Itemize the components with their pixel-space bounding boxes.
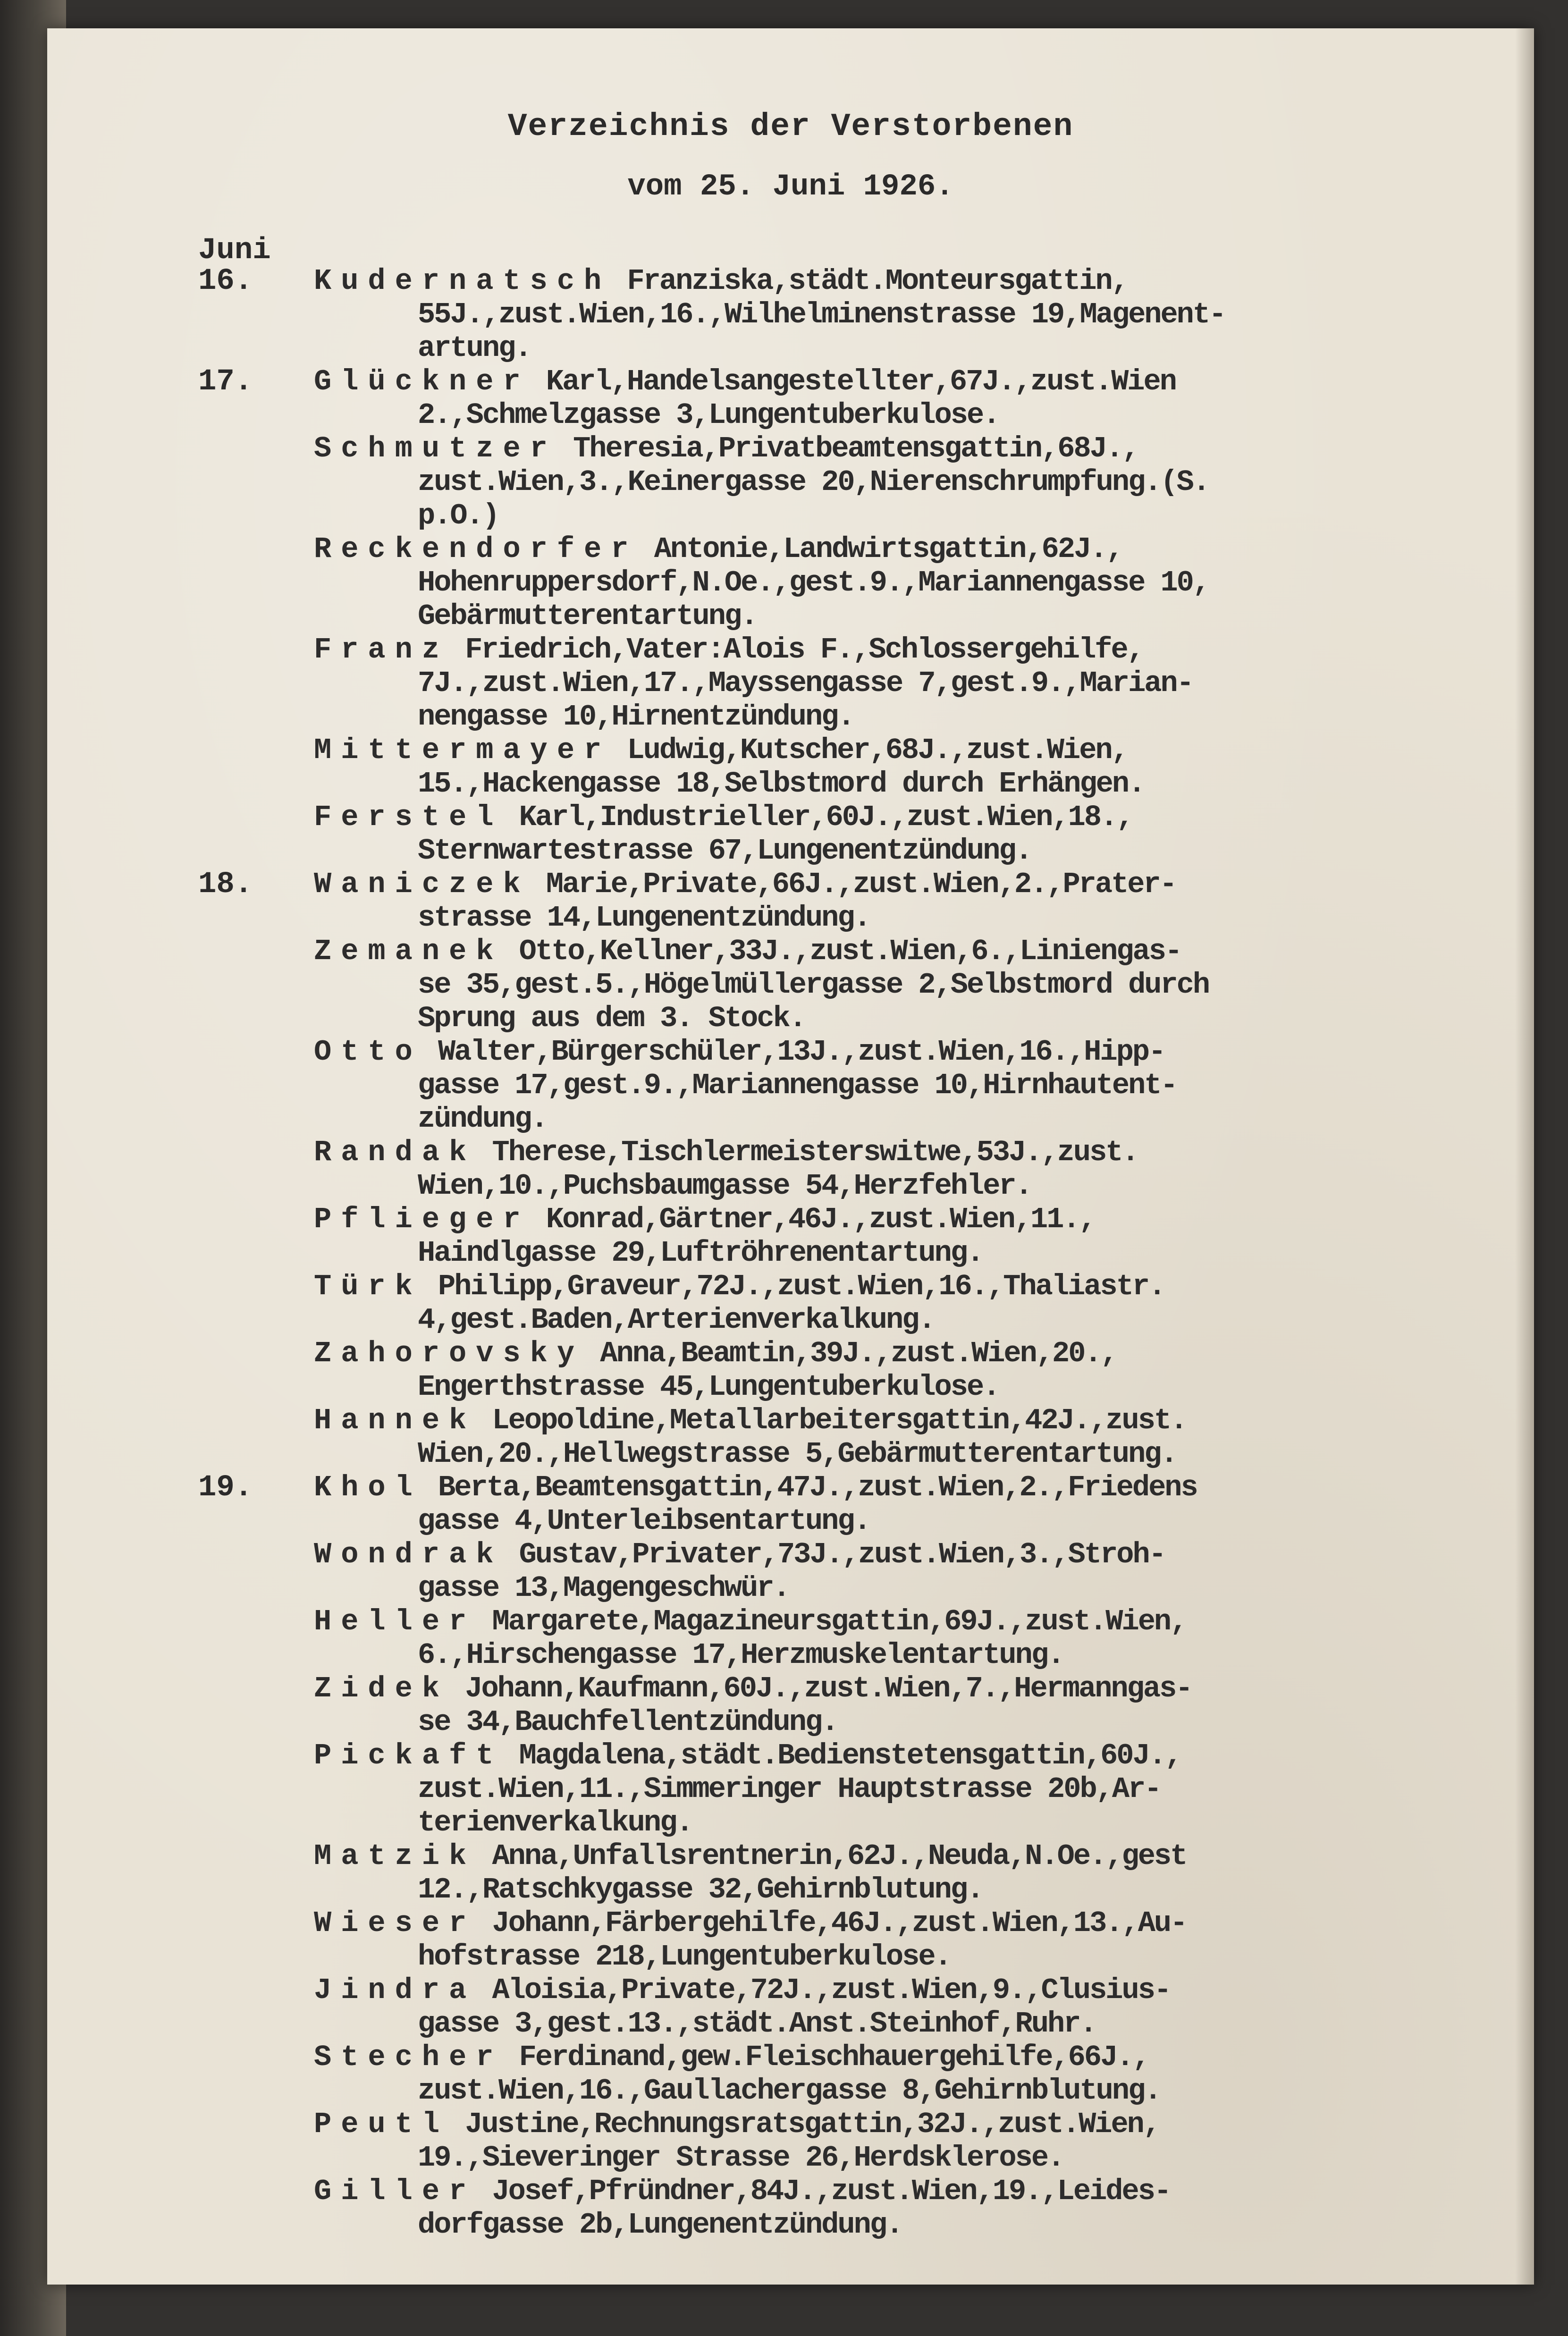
register-entry bbox=[314, 1471, 1517, 1538]
entry-first-line bbox=[314, 1973, 1517, 2007]
entry-continuation-line: terienverkalkung. bbox=[418, 1806, 692, 1839]
entry-continuation-line: p.O.) bbox=[418, 499, 499, 532]
entry-continuation-line: dorfgasse 2b,Lungenentzündung. bbox=[418, 2208, 902, 2242]
entry-first-line bbox=[314, 264, 1517, 298]
register-entry bbox=[314, 868, 1517, 935]
entry-first-line bbox=[314, 1136, 1517, 1169]
entry-text: Karl,Handelsangestellter,67J.,zust.Wien bbox=[530, 365, 1176, 398]
entry-text: Margarete,Magazineursgattin,69J.,zust.Wien, bbox=[476, 1605, 1187, 1638]
entry-continuation-line: Engerthstrasse 45,Lungentuberkulose. bbox=[418, 1370, 999, 1404]
register-entry bbox=[314, 1337, 1517, 1404]
entry-text: Johann,Färbergehilfe,46J.,zust.Wien,13.,Au- bbox=[476, 1906, 1187, 1940]
entry-text: Walter,Bürgerschüler,13J.,zust.Wien,16.,Hipp- bbox=[422, 1035, 1165, 1069]
surname: Waniczek bbox=[314, 868, 530, 901]
register-entry bbox=[314, 365, 1517, 432]
entry-continuation-line: gasse 13,Magengeschwür. bbox=[418, 1571, 789, 1605]
entry-continuation-line: 4,gest.Baden,Arterienverkalkung. bbox=[418, 1303, 935, 1337]
entry-continuation-line: Wien,10.,Puchsbaumgasse 54,Herzfehler. bbox=[418, 1169, 1031, 1203]
surname: Mittermayer bbox=[314, 734, 611, 767]
entry-continuation-line: Hohenruppersdorf,N.Oe.,gest.9.,Mariannengasse 10, bbox=[418, 566, 1209, 599]
surname: Schmutzer bbox=[314, 432, 557, 465]
entry-first-line bbox=[314, 532, 1517, 566]
surname: Wondrak bbox=[314, 1538, 503, 1571]
entry-text: Konrad,Gärtner,46J.,zust.Wien,11., bbox=[530, 1203, 1095, 1236]
surname: Stecher bbox=[314, 2041, 503, 2074]
entry-text: Anna,Beamtin,39J.,zust.Wien,20., bbox=[584, 1337, 1117, 1370]
register-entry bbox=[314, 1605, 1517, 1672]
entry-text: Therese,Tischlermeisterswitwe,53J.,zust. bbox=[476, 1136, 1138, 1169]
entry-continuation-line: 12.,Ratschkygasse 32,Gehirnblutung. bbox=[418, 1873, 983, 1906]
entry-first-line bbox=[314, 1035, 1517, 1069]
surname: Hannek bbox=[314, 1404, 476, 1437]
register-entry bbox=[314, 532, 1517, 633]
register-entry bbox=[314, 264, 1517, 365]
day-number: 17. bbox=[198, 365, 253, 399]
entry-continuation-line: 15.,Hackengasse 18,Selbstmord durch Erhängen. bbox=[418, 767, 1145, 801]
day-number: 18. bbox=[198, 868, 253, 902]
surname: Glückner bbox=[314, 365, 530, 398]
entry-first-line bbox=[314, 1672, 1517, 1705]
entry-text: Marie,Private,66J.,zust.Wien,2.,Prater- bbox=[530, 868, 1176, 901]
surname: Franz bbox=[314, 633, 449, 666]
day-number: 19. bbox=[198, 1471, 253, 1505]
register-entry bbox=[314, 1906, 1517, 1973]
entry-continuation-line: Gebärmutterentartung. bbox=[418, 599, 757, 633]
document-subtitle: vom 25. Juni 1926. bbox=[627, 170, 954, 204]
entry-continuation-line: 55J.,zust.Wien,16.,Wilhelminenstrasse 19,Magenent- bbox=[418, 298, 1225, 331]
entry-text: Friedrich,Vater:Alois F.,Schlossergehilfe, bbox=[449, 633, 1143, 666]
register-entry bbox=[314, 801, 1517, 868]
entry-first-line bbox=[314, 432, 1517, 465]
surname: Wieser bbox=[314, 1906, 476, 1940]
surname: Kudernatsch bbox=[314, 264, 611, 298]
entry-continuation-line: zust.Wien,16.,Gaullachergasse 8,Gehirnblutung. bbox=[418, 2074, 1161, 2108]
entry-text: Otto,Kellner,33J.,zust.Wien,6.,Liniengas- bbox=[503, 935, 1181, 968]
register-entry bbox=[314, 1270, 1517, 1337]
surname: Zidek bbox=[314, 1672, 449, 1705]
entry-first-line bbox=[314, 1839, 1517, 1873]
register-entry bbox=[314, 2108, 1517, 2175]
entry-continuation-line: Sprung aus dem 3. Stock. bbox=[418, 1002, 805, 1035]
register-entry bbox=[314, 2041, 1517, 2108]
entry-continuation-line: 7J.,zust.Wien,17.,Mayssengasse 7,gest.9.,Marian- bbox=[418, 666, 1193, 700]
register-entry bbox=[314, 1739, 1517, 1839]
register-entry bbox=[314, 432, 1517, 532]
page-edge-shadow bbox=[1515, 28, 1534, 2285]
month-label: Juni bbox=[198, 234, 271, 268]
register-entry bbox=[314, 734, 1517, 801]
entry-continuation-line: 6.,Hirschengasse 17,Herzmuskelentartung. bbox=[418, 1638, 1064, 1672]
surname: Randak bbox=[314, 1136, 476, 1169]
entry-text: Ludwig,Kutscher,68J.,zust.Wien, bbox=[611, 734, 1128, 767]
surname: Matzik bbox=[314, 1839, 476, 1873]
register-entry bbox=[314, 1538, 1517, 1605]
entry-continuation-line: gasse 17,gest.9.,Mariannengasse 10,Hirnhautent- bbox=[418, 1069, 1177, 1102]
surname: Heller bbox=[314, 1605, 476, 1638]
entry-first-line bbox=[314, 1337, 1517, 1370]
entry-text: Anna,Unfallsrentnerin,62J.,Neuda,N.Oe.,gest bbox=[476, 1839, 1187, 1873]
document-page bbox=[47, 28, 1534, 2285]
entry-text: Johann,Kaufmann,60J.,zust.Wien,7.,Hermanngas- bbox=[449, 1672, 1192, 1705]
entry-text: Berta,Beamtensgattin,47J.,zust.Wien,2.,Friedens bbox=[422, 1471, 1197, 1504]
entry-text: Gustav,Privater,73J.,zust.Wien,3.,Stroh- bbox=[503, 1538, 1165, 1571]
register-entry bbox=[314, 1035, 1517, 1136]
entry-text: Leopoldine,Metallarbeitersgattin,42J.,zust. bbox=[476, 1404, 1187, 1437]
entry-continuation-line: Haindlgasse 29,Luftröhrenentartung. bbox=[418, 1236, 983, 1270]
entry-first-line bbox=[314, 935, 1517, 968]
entry-continuation-line: gasse 3,gest.13.,städt.Anst.Steinhof,Ruhr. bbox=[418, 2007, 1096, 2041]
entry-continuation-line: se 35,gest.5.,Högelmüllergasse 2,Selbstmord durch bbox=[418, 968, 1209, 1002]
entry-first-line bbox=[314, 1739, 1517, 1772]
surname: Ferstel bbox=[314, 801, 503, 834]
surname: Otto bbox=[314, 1035, 422, 1069]
entry-text: Theresia,Privatbeamtensgattin,68J., bbox=[556, 432, 1138, 465]
surname: Khol bbox=[314, 1471, 422, 1504]
entry-continuation-line: gasse 4,Unterleibsentartung. bbox=[418, 1504, 870, 1538]
surname: Peutl bbox=[314, 2108, 449, 2141]
register-entry bbox=[314, 2175, 1517, 2242]
entry-text: Karl,Industrieller,60J.,zust.Wien,18., bbox=[503, 801, 1133, 834]
entry-text: Ferdinand,gew.Fleischhauergehilfe,66J., bbox=[503, 2041, 1149, 2074]
entry-first-line bbox=[314, 801, 1517, 834]
register-entry bbox=[314, 1839, 1517, 1906]
entry-continuation-line: hofstrasse 218,Lungentuberkulose. bbox=[418, 1940, 951, 1973]
entry-continuation-line: artung. bbox=[418, 331, 531, 365]
entry-text: Justine,Rechnungsratsgattin,32J.,zust.Wien, bbox=[449, 2108, 1160, 2141]
entry-continuation-line: se 34,Bauchfellentzündung. bbox=[418, 1705, 838, 1739]
entry-first-line bbox=[314, 365, 1517, 398]
surname: Zahorovsky bbox=[314, 1337, 584, 1370]
register-entry bbox=[314, 935, 1517, 1035]
surname: Türk bbox=[314, 1270, 422, 1303]
entry-continuation-line: 19.,Sieveringer Strasse 26,Herdsklerose. bbox=[418, 2141, 1064, 2175]
entry-text: Philipp,Graveur,72J.,zust.Wien,16.,Thaliastr. bbox=[422, 1270, 1165, 1303]
entry-continuation-line: strasse 14,Lungenentzündung. bbox=[418, 901, 870, 935]
entry-first-line bbox=[314, 2175, 1517, 2208]
entry-first-line bbox=[314, 1270, 1517, 1303]
entry-first-line bbox=[314, 2041, 1517, 2074]
entry-continuation-line: zündung. bbox=[418, 1102, 547, 1136]
entry-text: Antonie,Landwirtsgattin,62J., bbox=[638, 532, 1122, 566]
entry-continuation-line: Sternwartestrasse 67,Lungenentzündung. bbox=[418, 834, 1031, 868]
entry-continuation-line: 2.,Schmelzgasse 3,Lungentuberkulose. bbox=[418, 398, 999, 432]
entry-text: Magdalena,städt.Bedienstetensgattin,60J., bbox=[503, 1739, 1181, 1772]
entry-first-line bbox=[314, 1538, 1517, 1571]
entry-first-line bbox=[314, 1471, 1517, 1504]
register-entry bbox=[314, 1203, 1517, 1270]
register-entry bbox=[314, 1404, 1517, 1471]
entry-first-line bbox=[314, 2108, 1517, 2141]
register-entry bbox=[314, 1672, 1517, 1739]
entry-text: Aloisia,Private,72J.,zust.Wien,9.,Clusius- bbox=[476, 1973, 1171, 2007]
document-title: Verzeichnis der Verstorbenen bbox=[507, 109, 1074, 145]
entry-first-line bbox=[314, 633, 1517, 666]
entry-first-line bbox=[314, 1605, 1517, 1638]
entry-continuation-line: zust.Wien,3.,Keinergasse 20,Nierenschrumpfung.(S. bbox=[418, 465, 1209, 499]
surname: Pickaft bbox=[314, 1739, 503, 1772]
entry-first-line bbox=[314, 1203, 1517, 1236]
entry-continuation-line: Wien,20.,Hellwegstrasse 5,Gebärmutterentartung. bbox=[418, 1437, 1177, 1471]
surname: Jindra bbox=[314, 1973, 476, 2007]
entry-text: Josef,Pfründner,84J.,zust.Wien,19.,Leides- bbox=[476, 2175, 1171, 2208]
surname: Reckendorfer bbox=[314, 532, 638, 566]
entry-continuation-line: nengasse 10,Hirnentzündung. bbox=[418, 700, 854, 734]
register-entry bbox=[314, 1136, 1517, 1203]
surname: Giller bbox=[314, 2175, 476, 2208]
register-entry bbox=[314, 633, 1517, 734]
entry-first-line bbox=[314, 734, 1517, 767]
entry-text: Franziska,städt.Monteursgattin, bbox=[611, 264, 1128, 298]
entry-first-line bbox=[314, 868, 1517, 901]
surname: Zemanek bbox=[314, 935, 503, 968]
surname: Pflieger bbox=[314, 1203, 530, 1236]
day-number: 16. bbox=[198, 264, 253, 298]
entry-first-line bbox=[314, 1906, 1517, 1940]
entry-first-line bbox=[314, 1404, 1517, 1437]
register-entry bbox=[314, 1973, 1517, 2041]
entry-continuation-line: zust.Wien,11.,Simmeringer Hauptstrasse 20b,Ar- bbox=[418, 1772, 1161, 1806]
